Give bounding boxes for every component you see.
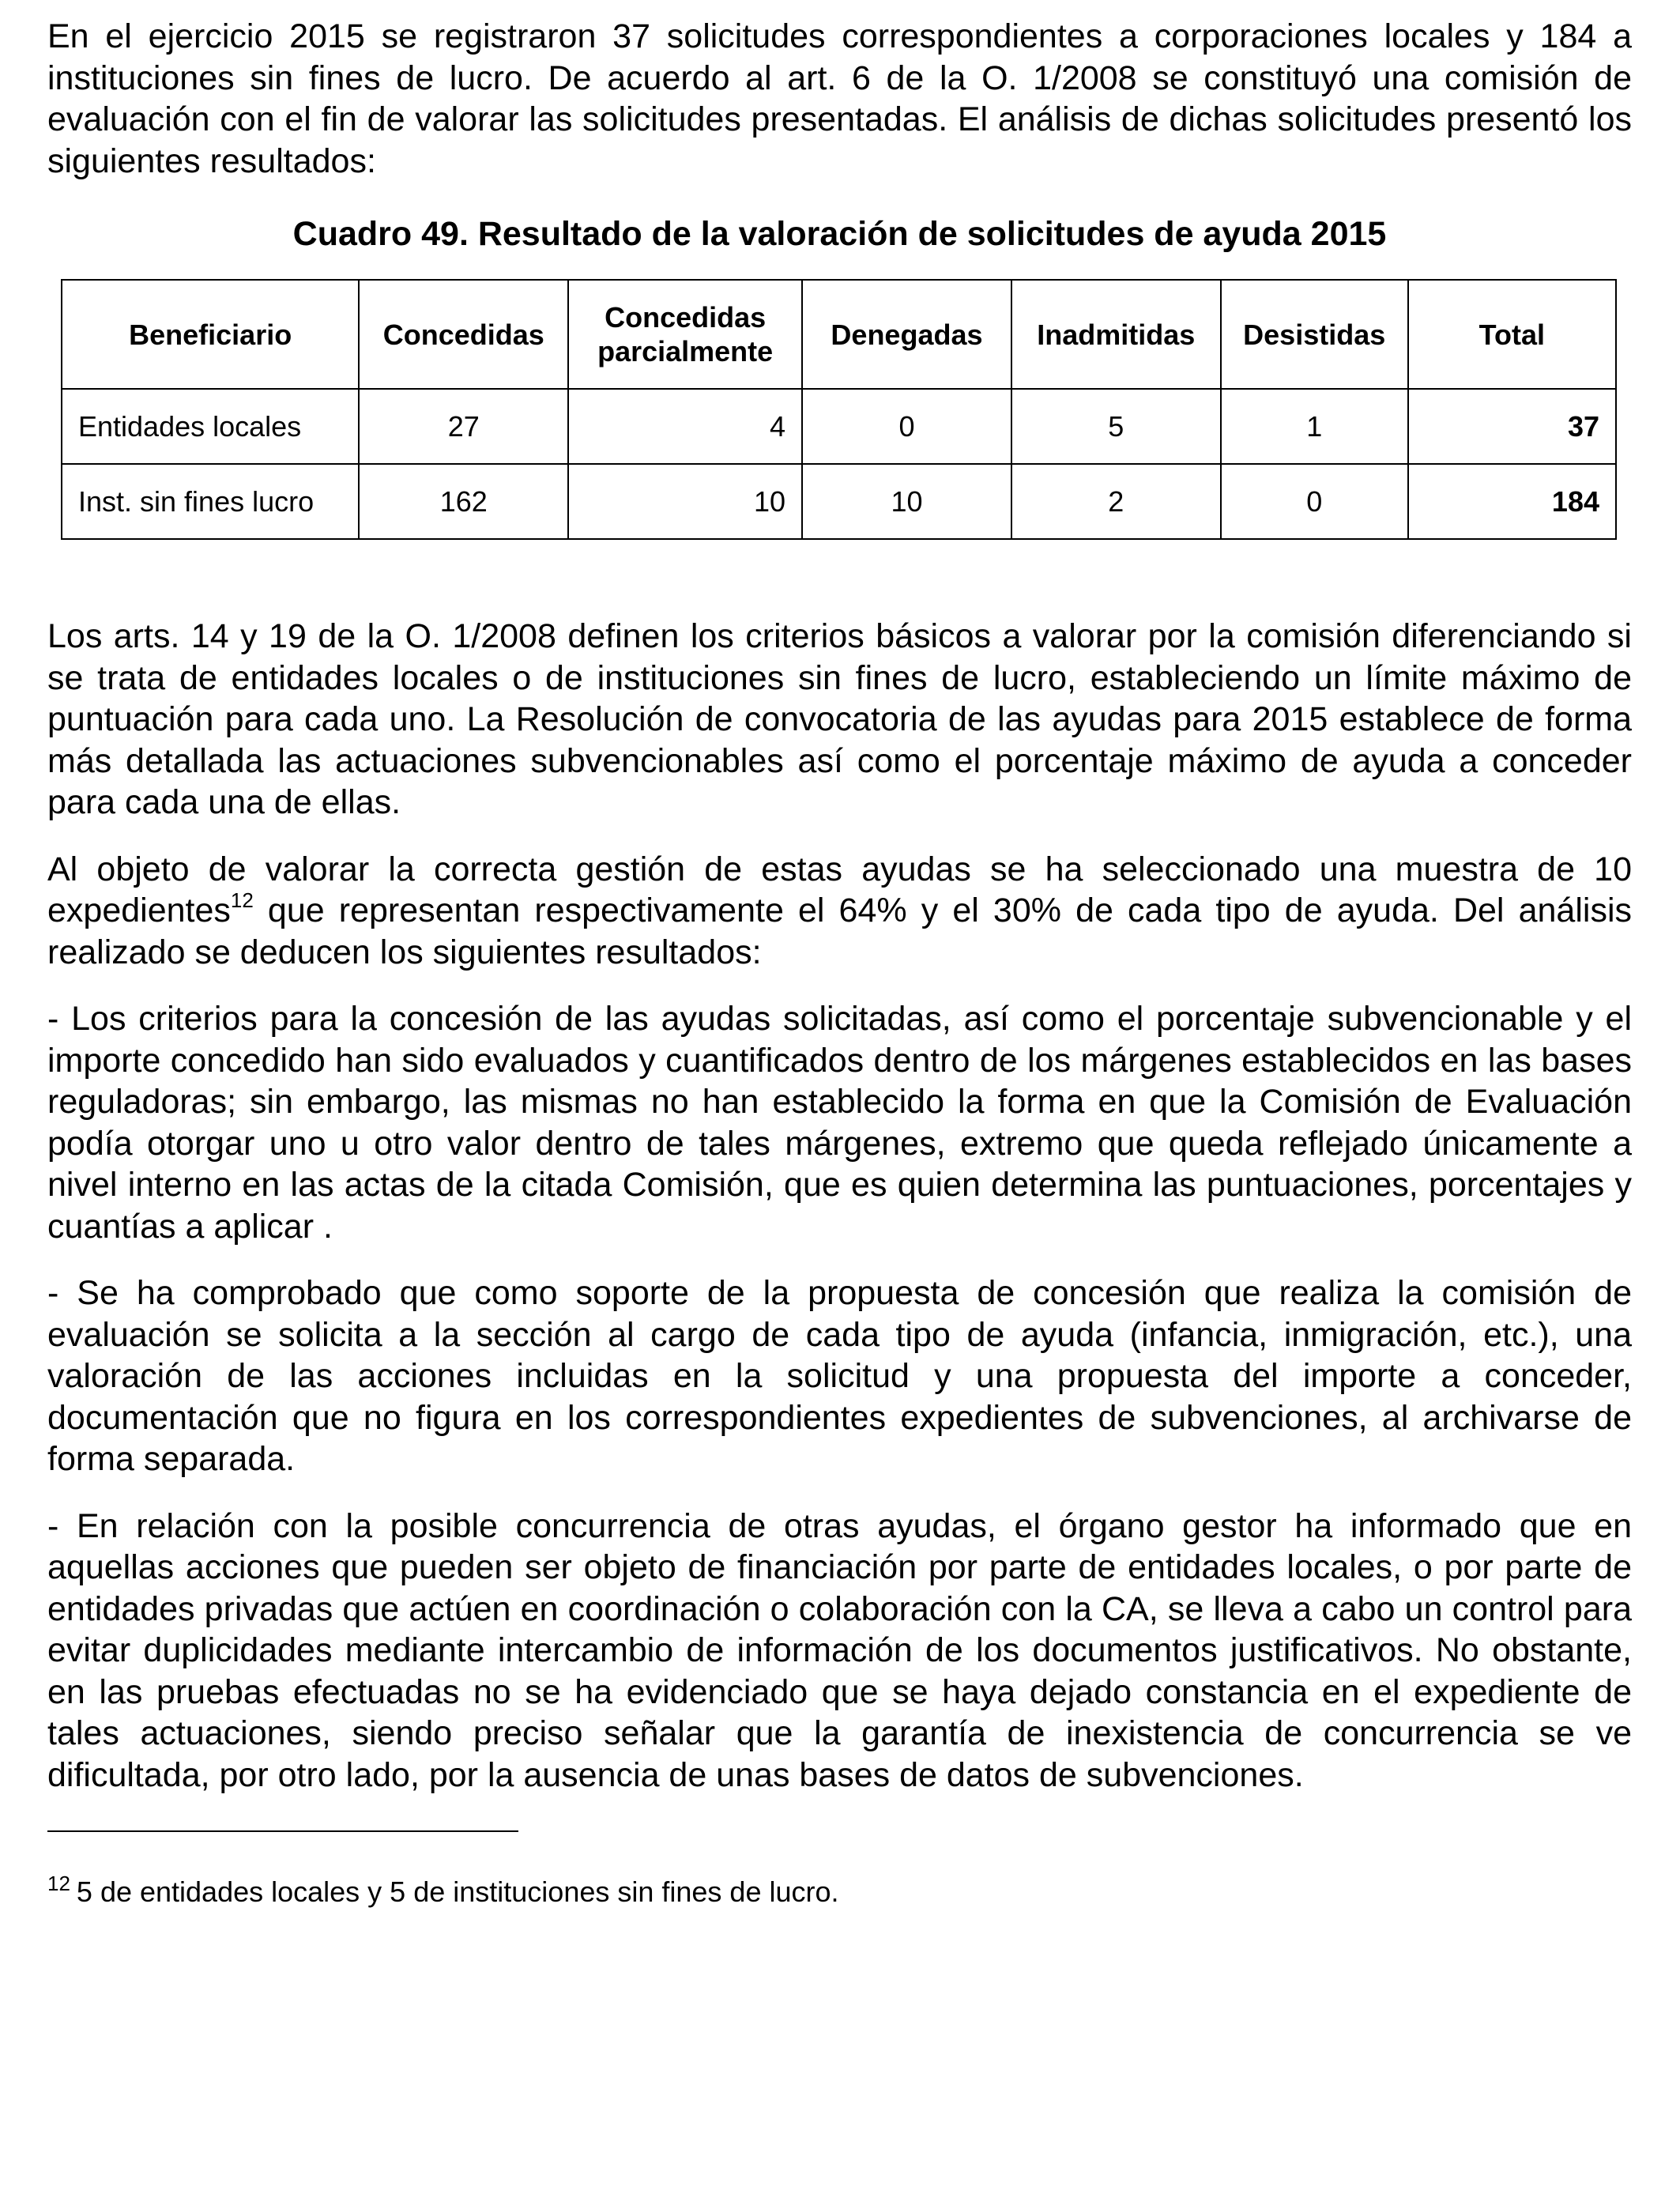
- paragraph-criterios: Los arts. 14 y 19 de la O. 1/2008 definen los criterios básicos a valorar por la comisión diferenciando si se trata de entidades locales o de instituciones sin fines de lucro, estableciendo un límite máximo de puntuación para cada uno. La Resolución de convocatoria de las ayudas para 2015 establece de forma más detallada las actuaciones subvencionables así como el porcentaje máximo de ayuda a conceder para cada una de ellas.: [47, 617, 1632, 821]
- header-total: Total: [1408, 280, 1616, 389]
- results-table: [61, 279, 1617, 540]
- cell-concedidas: 27: [359, 389, 568, 464]
- header-beneficiario: Beneficiario: [62, 280, 359, 389]
- footnote: [47, 1872, 1632, 1909]
- paragraph-muestra: [47, 849, 1632, 974]
- cell-denegadas: 10: [802, 464, 1011, 539]
- cell-beneficiario: Entidades locales: [62, 389, 359, 464]
- footnote-reference[interactable]: 12: [230, 888, 254, 912]
- cell-desistidas: 0: [1221, 464, 1408, 539]
- table-row: [62, 464, 1616, 539]
- paragraph-muestra-text-before: Al objeto de valorar la correcta gestión de estas ayudas se ha seleccionado una muestra de 10 expedientes: [47, 850, 1632, 929]
- cell-desistidas: 1: [1221, 389, 1408, 464]
- footnote-text: 5 de entidades locales y 5 de instituciones sin fines de lucro.: [76, 1875, 839, 1908]
- cell-concedidas: 162: [359, 464, 568, 539]
- cell-concedidas-parcialmente: 10: [568, 464, 802, 539]
- header-concedidas-parcialmente: Concedidas parcialmente: [568, 280, 802, 389]
- footnote-number: 12: [47, 1872, 70, 1895]
- cell-total: 184: [1408, 464, 1616, 539]
- footnote-separator: [47, 1830, 518, 1832]
- cell-total: 37: [1408, 389, 1616, 464]
- header-inadmitidas: Inadmitidas: [1011, 280, 1221, 389]
- paragraph-muestra-text-after: que representan respectivamente el 64% y el 30% de cada tipo de ayuda. Del análisis realizado se deducen los siguientes resultados:: [47, 892, 1632, 971]
- paragraph-criterios-concesion: - Los criterios para la concesión de las ayudas solicitadas, así como el porcentaje subvencionable y el importe concedido han sido evaluados y cuantificados dentro de los márgenes establecidos en las bases reguladoras; sin embargo, las mismas no han establecido la forma en que la Comisión de Evaluación podía otorgar uno u otro valor dentro de tales márgenes, extremo que queda reflejado únicamente a nivel interno en las actas de la citada Comisión, que es quien determina las puntuaciones, porcentajes y cuantías a aplicar .: [47, 1000, 1632, 1246]
- header-concedidas: Concedidas: [359, 280, 568, 389]
- paragraph-soporte-propuesta: - Se ha comprobado que como soporte de la propuesta de concesión que realiza la comisión de evaluación se solicita a la sección al cargo de cada tipo de ayuda (infancia, inmigración, etc.), una valoración de las acciones incluidas en la solicitud y una propuesta del importe a conceder, documentación que no figura en los correspondientes expedientes de subvenciones, al archivarse de forma separada.: [47, 1274, 1632, 1478]
- cell-inadmitidas: 5: [1011, 389, 1221, 464]
- cell-inadmitidas: 2: [1011, 464, 1221, 539]
- cell-concedidas-parcialmente: 4: [568, 389, 802, 464]
- header-desistidas: Desistidas: [1221, 280, 1408, 389]
- document-page: [47, 16, 1632, 1909]
- paragraph-concurrencia: - En relación con la posible concurrencia de otras ayudas, el órgano gestor ha informado que en aquellas acciones que pueden ser objeto de financiación por parte de entidades locales, o por parte de entidades privadas que actúen en coordinación o colaboración con la CA, se lleva a cabo un control para evitar duplicidades mediante intercambio de información de los documentos justificativos. No obstante, en las pruebas efectuadas no se ha evidenciado que se haya dejado constancia en el expediente de tales actuaciones, siendo preciso señalar que la garantía de inexistencia de concurrencia se ve dificultada, por otro lado, por la ausencia de unas bases de datos de subvenciones.: [47, 1506, 1632, 1794]
- intro-paragraph: En el ejercicio 2015 se registraron 37 solicitudes correspondientes a corporaciones locales y 184 a instituciones sin fines de lucro. De acuerdo al art. 6 de la O. 1/2008 se constituyó una comisión de evaluación con el fin de valorar las solicitudes presentadas. El análisis de dichas solicitudes presentó los siguientes resultados:: [47, 17, 1632, 180]
- header-denegadas: Denegadas: [802, 280, 1011, 389]
- table-caption: Cuadro 49. Resultado de la valoración de solicitudes de ayuda 2015: [292, 215, 1387, 253]
- table-row: [62, 389, 1616, 464]
- table-header-row: [62, 280, 1616, 389]
- cell-denegadas: 0: [802, 389, 1011, 464]
- cell-beneficiario: Inst. sin fines lucro: [62, 464, 359, 539]
